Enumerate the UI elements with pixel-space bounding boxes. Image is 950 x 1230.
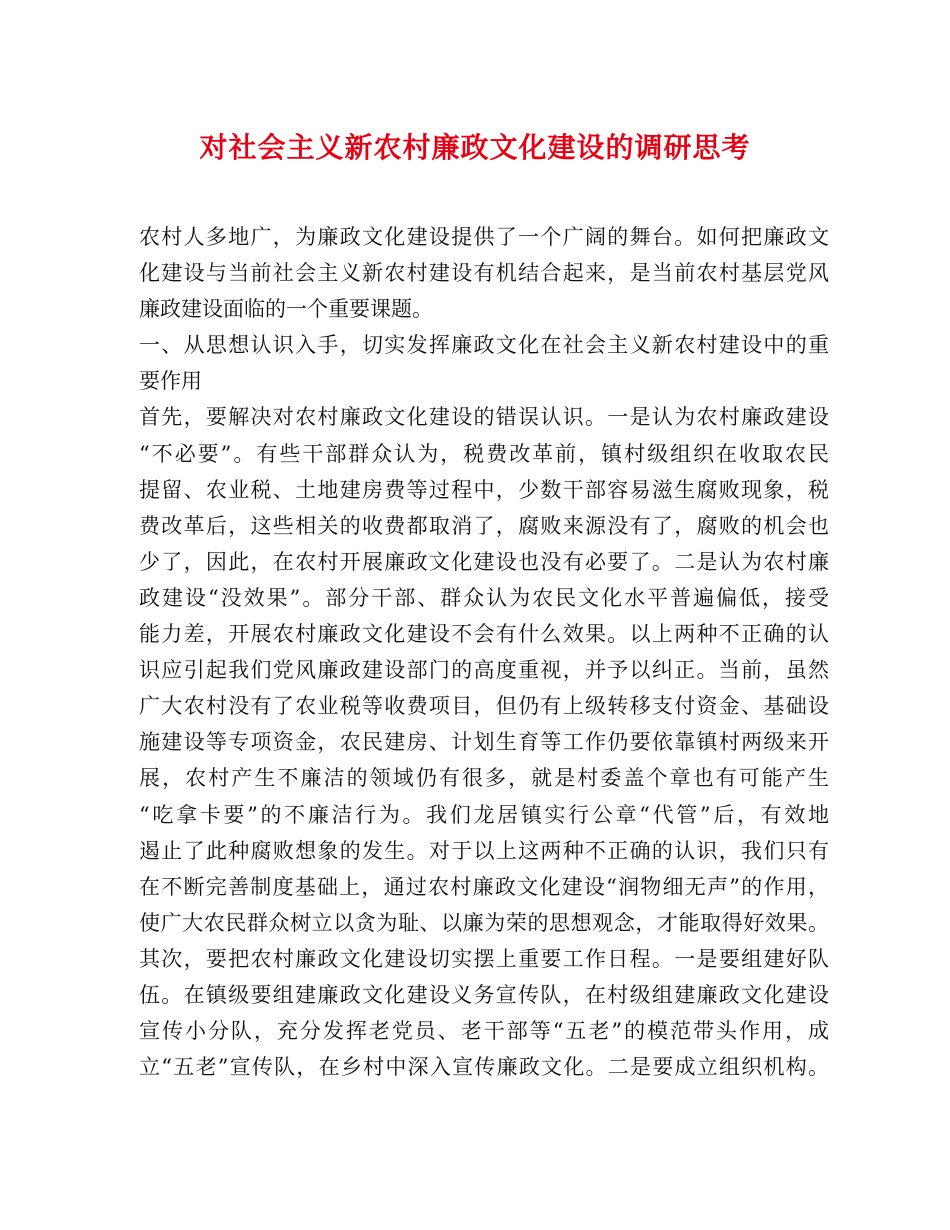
text-line: 农村人多地广，为廉政文化建设提供了一个广阔的舞台。如何把廉政文 [139,225,829,249]
text-line: 首先，要解决对农村廉政文化建设的错误认识。一是认为农村廉政建设 [139,405,829,430]
text-line: 在不断完善制度基础上，通过农村廉政文化建设“润物细无声”的作用， [139,874,829,899]
text-line: 提留、农业税、土地建房费等过程中，少数干部容易滋生腐败现象，税 [139,477,829,502]
text-line: 宣传小分队，充分发挥老党员、老干部等“五老”的模范带头作用，成 [139,1019,829,1044]
text-line: 伍。在镇级要组建廉政文化建设义务宣传队，在村级组建廉政文化建设 [139,982,829,1007]
text-line: 费改革后，这些相关的收费都取消了，腐败来源没有了，腐败的机会也 [139,513,829,538]
text-line: 政建设“没效果”。部分干部、群众认为农民文化水平普遍偏低，接受 [139,585,829,610]
text-line: 其次，要把农村廉政文化建设切实摆上重要工作日程。一是要组建好队 [139,946,829,971]
document-body [139,219,829,1085]
text-line: 能力差，开展农村廉政文化建设不会有什么效果。以上两种不正确的认 [139,622,829,647]
text-line: 立“五老”宣传队，在乡村中深入宣传廉政文化。二是要成立组织机构。 [139,1055,829,1080]
document-title: 对社会主义新农村廉政文化建设的调研思考 [199,131,751,164]
text-line: 遏止了此种腐败想象的发生。对于以上这两种不正确的认识，我们只有 [139,838,829,863]
text-line: “不必要”。有些干部群众认为，税费改革前，镇村级组织在收取农民 [139,441,829,466]
text-line: 施建设等专项资金，农民建房、计划生育等工作仍要依靠镇村两级来开 [139,730,829,755]
text-line: 化建设与当前社会主义新农村建设有机结合起来，是当前农村基层党风 [139,261,829,286]
text-line: 要作用 [139,369,202,394]
text-line: 识应引起我们党风廉政建设部门的高度重视，并予以纠正。当前，虽然 [139,658,829,683]
text-line: 广大农村没有了农业税等收费项目，但仍有上级转移支付资金、基础设 [139,694,829,719]
text-line: 少了，因此，在农村开展廉政文化建设也没有必要了。二是认为农村廉 [139,549,829,574]
text-line: 使广大农民群众树立以贪为耻、以廉为荣的思想观念，才能取得好效果。 [139,910,829,935]
text-line: “吃拿卡要”的不廉洁行为。我们龙居镇实行公章“代管”后，有效地 [139,802,829,827]
text-line: 廉政建设面临的一个重要课题。 [139,297,433,322]
text-line: 展，农村产生不廉洁的领域仍有很多，就是村委盖个章也有可能产生 [139,766,829,791]
text-line: 一、从思想认识入手，切实发挥廉政文化在社会主义新农村建设中的重 [139,333,829,358]
